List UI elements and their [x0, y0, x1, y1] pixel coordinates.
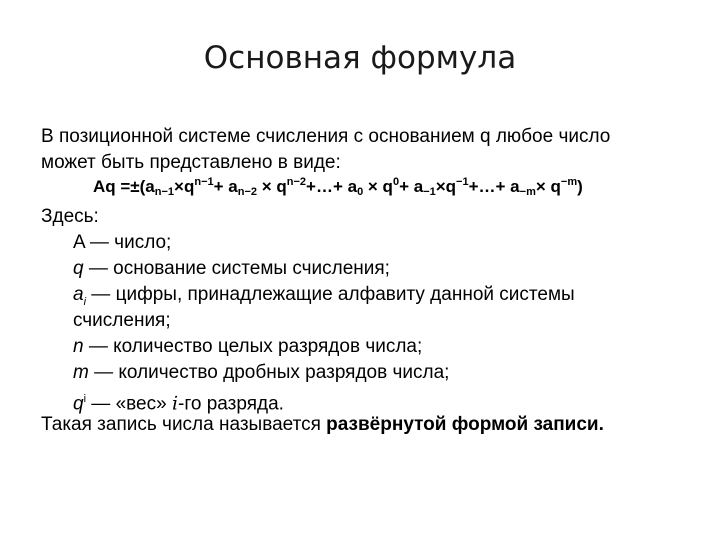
formula-part: + a [213, 177, 238, 196]
formula-part: +…+ a [468, 177, 520, 196]
formula-part: × q [535, 177, 561, 196]
formula-sub: −m [519, 186, 536, 198]
definition-q [73, 256, 390, 282]
here-label: Здесь: [41, 206, 99, 227]
formula-sup: −m [560, 176, 578, 188]
definition-m [73, 360, 449, 386]
formula-sub: −1 [423, 186, 436, 198]
definition-a-text: — число; [84, 232, 172, 253]
formula-part: Aq =±(a [93, 177, 155, 196]
intro-line-1: В позиционной системе счисления с основанием q любое число [41, 126, 611, 147]
definition-ai-continuation: счисления; [73, 310, 171, 331]
definition-ai-text: — цифры, принадлежащие алфавиту данной системы [86, 284, 575, 305]
definition-ai-symbol: a [73, 284, 84, 305]
definition-ai-sub: i [83, 295, 87, 308]
definition-a-symbol: A [73, 232, 85, 253]
definition-qi-symbol: q [73, 393, 84, 415]
formula-part: + a [399, 177, 424, 196]
formula-sup: 0 [392, 176, 400, 188]
conclusion [41, 412, 604, 438]
definition-qi-sup: i [83, 393, 87, 405]
definition-qi-text-end: -го разряда. [178, 393, 284, 415]
formula-sup: −1 [456, 176, 469, 188]
formula-part: ) [577, 177, 583, 196]
definition-n-symbol: n [73, 336, 84, 357]
definition-m-symbol: m [73, 362, 89, 383]
slide-body [41, 124, 711, 444]
definition-qi-italic-i: i [171, 392, 179, 415]
formula-sup: n−1 [194, 176, 214, 188]
formula-part: +…+ a [306, 177, 358, 196]
formula-sub: n−1 [154, 186, 175, 198]
conclusion-prefix: Такая запись числа называется [41, 414, 327, 435]
intro-line-2: может быть представлено в виде: [41, 152, 341, 173]
slide-title: Основная формула [203, 40, 517, 76]
formula-sub: n−2 [237, 186, 257, 198]
definition-a [73, 230, 171, 256]
expansion-formula [93, 176, 583, 198]
formula-part: × q [363, 177, 393, 196]
definition-q-text: — основание системы счисления; [83, 258, 390, 279]
definition-m-text: — количество дробных разрядов числа; [88, 362, 450, 383]
definition-n-text: — количество целых разрядов числа; [83, 336, 423, 357]
conclusion-bold: развёрнутой формой записи. [326, 414, 604, 435]
formula-part: ×q [174, 177, 195, 196]
formula-sup: n−2 [286, 176, 307, 188]
formula-sub: 0 [357, 186, 364, 198]
definition-q-symbol: q [73, 258, 84, 279]
definition-qi-text: — «вес» [86, 393, 172, 415]
definition-n [73, 334, 422, 360]
formula-part: ×q [435, 177, 457, 196]
formula-part: × q [256, 177, 287, 196]
